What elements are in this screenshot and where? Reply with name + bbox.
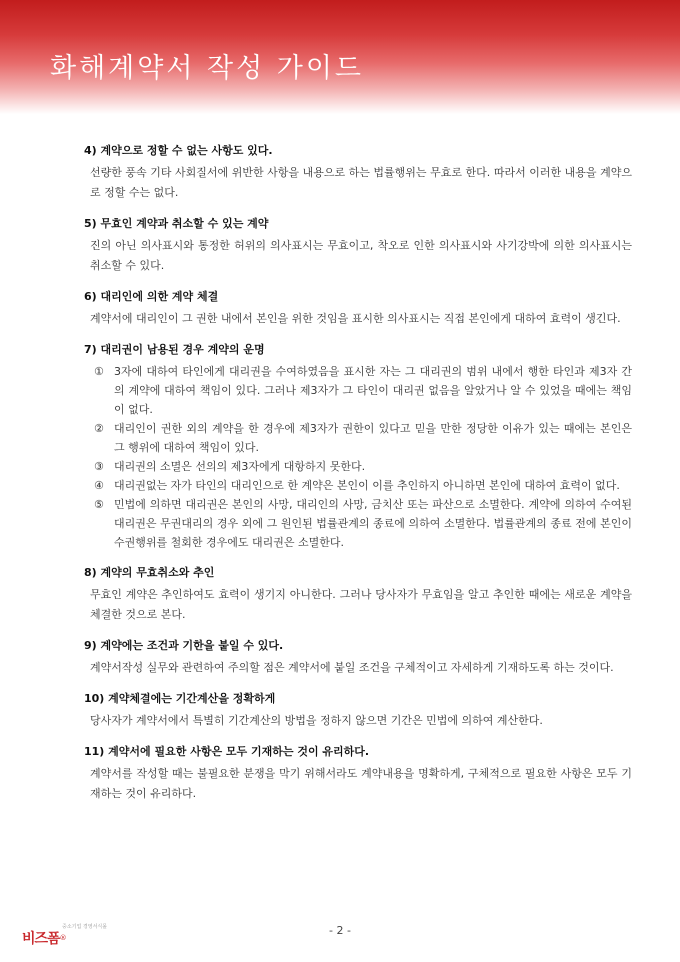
- section-text: 진의 아닌 의사표시와 통정한 허위의 의사표시는 무효이고, 착오로 인한 의사표시와 사기강박에 의한 의사표시는 취소할 수 있다.: [90, 239, 632, 272]
- section-9: [84, 638, 632, 678]
- section-text: 무효인 계약은 추인하여도 효력이 생기지 아니한다. 그러나 당사자가 무효임을 알고 추인한 때에는 새로운 계약을 체결한 것으로 본다.: [90, 588, 632, 621]
- item-text: 3자에 대하여 타인에게 대리권을 수여하였음을 표시한 자는 그 대리권의 범위 내에서 행한 타인과 제3자 간의 계약에 대하여 책임이 있다. 그러나 제3자가 그 타인이 대리권 없음을 알았거나 알 수 있었을 때에는 책임이 없다.: [114, 365, 632, 416]
- section-text: 선량한 풍속 기타 사회질서에 위반한 사항을 내용으로 하는 법률행위는 무효로 한다. 따라서 이러한 내용을 계약으로 정할 수는 없다.: [90, 166, 632, 199]
- section-text: 계약서작성 실무와 관련하여 주의할 점은 계약서에 붙일 조건을 구체적이고 자세하게 기재하도록 하는 것이다.: [90, 661, 614, 674]
- list-item: [94, 362, 632, 419]
- item-number: ⑤: [94, 498, 104, 511]
- list-item: [94, 476, 632, 495]
- item-text: 대리권의 소멸은 선의의 제3자에게 대항하지 못한다.: [114, 460, 366, 473]
- numbered-list: [84, 362, 632, 552]
- section-text: 계약서를 작성할 때는 불필요한 분쟁을 막기 위해서라도 계약내용을 명확하게, 구체적으로 필요한 사항은 모두 기재하는 것이 유리하다.: [90, 767, 632, 800]
- page-number: - 2 -: [329, 924, 351, 937]
- list-item: [94, 419, 632, 457]
- item-number: ①: [94, 365, 104, 378]
- logo-text: 비즈폼: [22, 931, 60, 947]
- item-number: ③: [94, 460, 104, 473]
- section-10: [84, 691, 632, 731]
- section-6: [84, 289, 632, 329]
- section-title: 7) 대리권이 남용된 경우 계약의 운명: [84, 343, 265, 356]
- section-text: 계약서에 대리인이 그 권한 내에서 본인을 위한 것임을 표시한 의사표시는 직접 본인에게 대하여 효력이 생긴다.: [90, 312, 621, 325]
- section-title: 6) 대리인에 의한 계약 체결: [84, 290, 219, 303]
- section-7: [84, 342, 632, 552]
- item-text: 대리권없는 자가 타인의 대리인으로 한 계약은 본인이 이를 추인하지 아니하면 본인에 대하여 효력이 없다.: [114, 479, 620, 492]
- section-title: 8) 계약의 무효취소와 추인: [84, 566, 215, 579]
- item-text: 대리인이 권한 외의 계약을 한 경우에 제3자가 권한이 있다고 믿을 만한 정당한 이유가 있는 때에는 본인은 그 행위에 대하여 책임이 있다.: [114, 422, 632, 454]
- section-11: [84, 744, 632, 804]
- list-item: [94, 457, 632, 476]
- section-text: 당사자가 계약서에서 특별히 기간계산의 방법을 정하지 않으면 기간은 민법에 의하여 계산한다.: [90, 714, 543, 727]
- page-title: 화해계약서 작성 가이드: [50, 53, 364, 84]
- header-banner: [0, 0, 680, 114]
- section-title: 9) 계약에는 조건과 기한을 붙일 수 있다.: [84, 639, 284, 652]
- logo-registered-mark: ®: [59, 934, 67, 942]
- section-title: 4) 계약으로 정할 수 없는 사항도 있다.: [84, 144, 273, 157]
- item-number: ②: [94, 422, 104, 435]
- item-number: ④: [94, 479, 104, 492]
- section-8: [84, 565, 632, 625]
- section-title: 11) 계약서에 필요한 사항은 모두 기재하는 것이 유리하다.: [84, 745, 370, 758]
- document-body: [84, 143, 632, 817]
- list-item: [94, 495, 632, 552]
- section-title: 5) 무효인 계약과 취소할 수 있는 계약: [84, 217, 269, 230]
- section-4: [84, 143, 632, 203]
- section-title: 10) 계약체결에는 기간계산을 정확하게: [84, 692, 276, 705]
- section-5: [84, 216, 632, 276]
- item-text: 민법에 의하면 대리권은 본인의 사망, 대리인의 사망, 금치산 또는 파산으로 소멸한다. 계약에 의하여 수여된 대리권은 무권대리의 경우 외에 그 원인된 법률관계의 종료에 의하여 소멸한다. 법률관계의 종료 전에 본인이 수권행위를 철회한 경우에도 대리권은 소멸한다.: [114, 498, 632, 549]
- logo-tagline: 중소기업 경영서식몰: [62, 924, 108, 930]
